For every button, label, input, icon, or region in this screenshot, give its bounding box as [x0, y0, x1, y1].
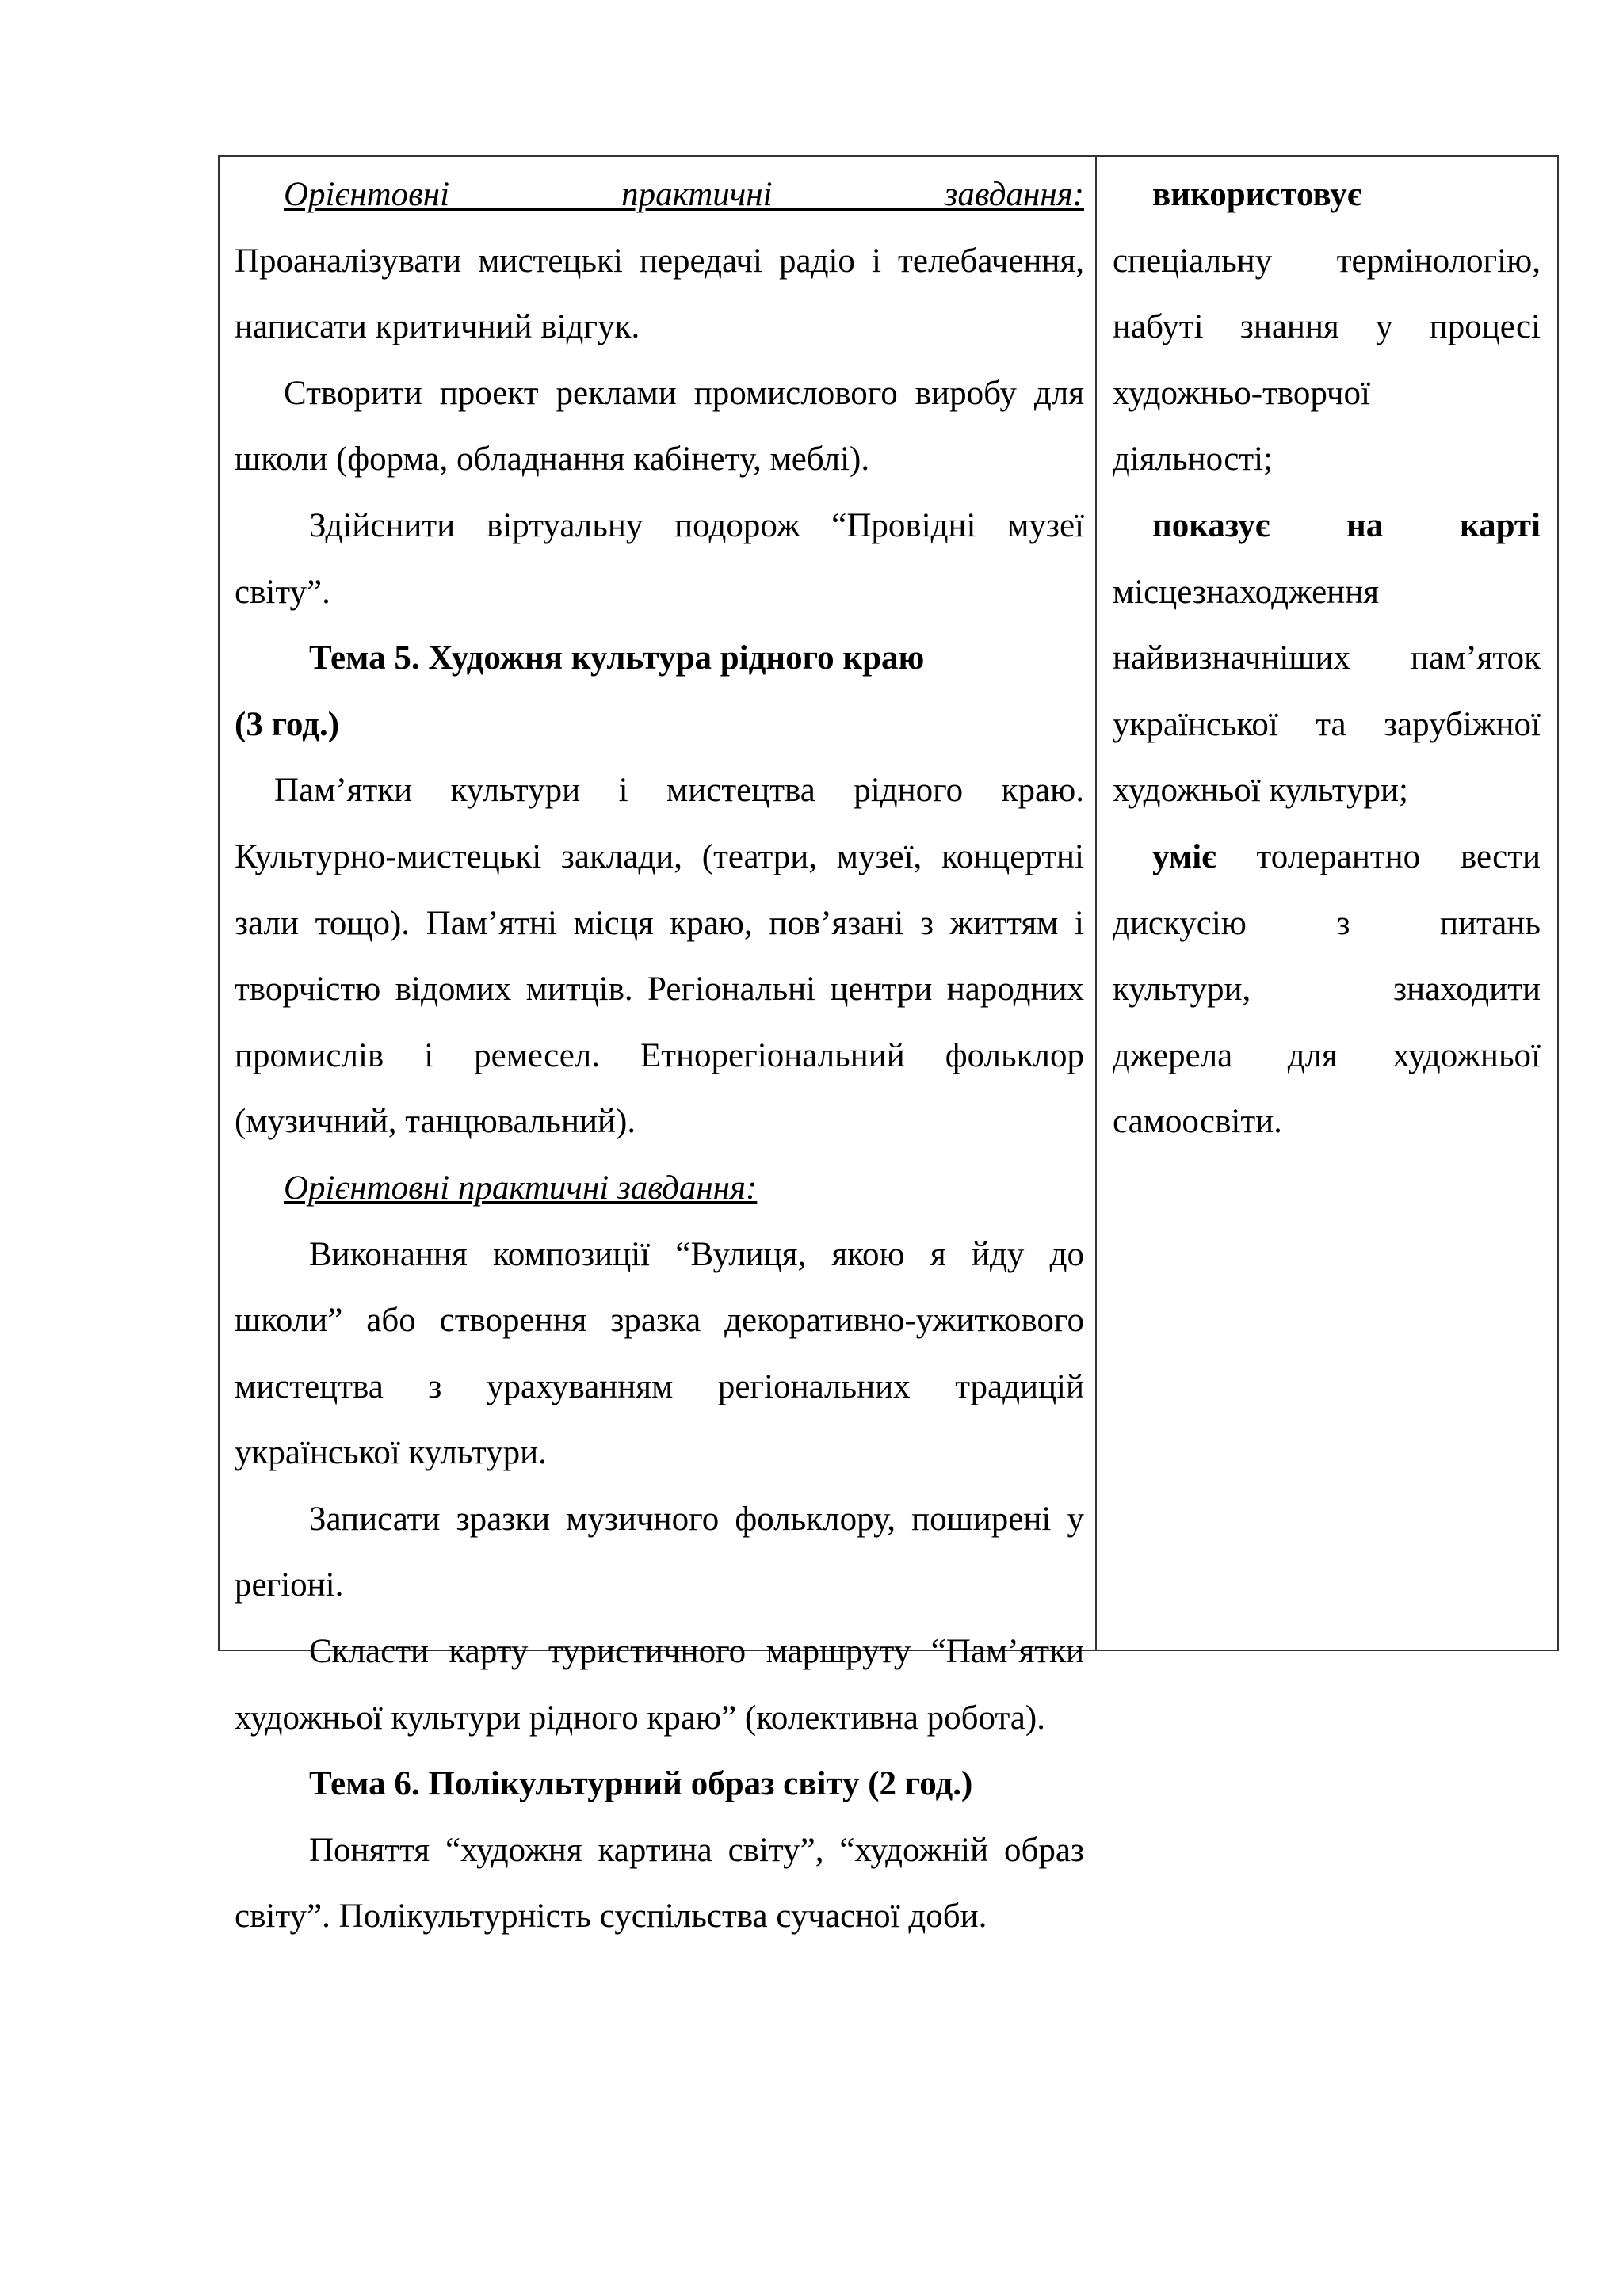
task-composition: Виконання композиції “Вулиця, якою я йду до школи” або створення зразка декоративно-ужиткового мистецтва з урахуванням регіональних традицій української культури.	[235, 1235, 1084, 1472]
outcome-line: діяльності;	[1113, 441, 1274, 479]
topic-6-title: Тема 6. Полікультурний образ світу (2 год.)	[309, 1765, 973, 1803]
topic-5-title: Тема 5. Художня культура рідного краю	[309, 639, 925, 677]
outcome-shows-on-map: показує на карті	[1152, 506, 1541, 544]
outcome-line: української та зарубіжної	[1113, 705, 1541, 743]
topic-5-hours: (3 год.)	[235, 705, 340, 743]
outcome-line: художньої культури;	[1113, 772, 1408, 810]
content-column	[235, 162, 1084, 1950]
outcome-uses: використовує	[1152, 176, 1362, 213]
practical-tasks-heading: Орієнтовні практичні завдання:	[284, 176, 1084, 213]
curriculum-table	[218, 155, 1559, 1936]
outcome-can-discuss: уміє толерантно вести	[1152, 837, 1541, 875]
outcome-line: самоосвіти.	[1113, 1103, 1282, 1141]
topic-6-content: Поняття “художня картина світу”, “художній образ світу”. Полікультурність суспільства сучасної доби.	[235, 1831, 1084, 1936]
task-record-folklore: Записати зразки музичного фольклору, поширені у регіоні.	[235, 1500, 1084, 1604]
task-virtual-tour: Здійснити віртуальну подорож “Провідні музеї світу”.	[235, 506, 1084, 611]
outcome-line: дискусію з питань	[1113, 904, 1541, 942]
outcome-line: місцезнаходження	[1113, 573, 1379, 611]
outcome-line: спеціальну термінологію,	[1113, 242, 1541, 280]
task-advertising-project: Створити проект реклами промислового виробу для школи (форма, обладнання кабінету, меблі).	[235, 374, 1084, 479]
outcome-line: культури, знаходити	[1113, 971, 1541, 1009]
outcome-line: найвизначніших пам’яток	[1113, 639, 1541, 677]
outcome-line: набуті знання у процесі	[1113, 308, 1541, 346]
topic-5-content: Пам’ятки культури і мистецтва рідного краю. Культурно-мистецькі заклади, (театри, музеї, концертні зали тощо). Пам’ятні місця краю, пов’язані з життям і творчістю відомих митців. Регіональні центри народних промислів і ремесел. Етнорегіональний фольклор (музичний, танцювальний).	[235, 772, 1084, 1141]
outcomes-column	[1113, 162, 1541, 1155]
practical-tasks-heading-2: Орієнтовні практичні завдання:	[284, 1169, 758, 1207]
outcome-line: художньо-творчої	[1113, 374, 1370, 412]
column-divider	[1095, 157, 1097, 1650]
task-analyze-broadcasts: Проаналізувати мистецькі передачі радіо і телебачення, написати критичний відгук.	[235, 242, 1084, 346]
outcome-line: джерела для художньої	[1113, 1036, 1541, 1074]
task-tourist-map: Скласти карту туристичного маршруту “Пам’ятки художньої культури рідного краю” (колективна робота).	[235, 1633, 1084, 1737]
